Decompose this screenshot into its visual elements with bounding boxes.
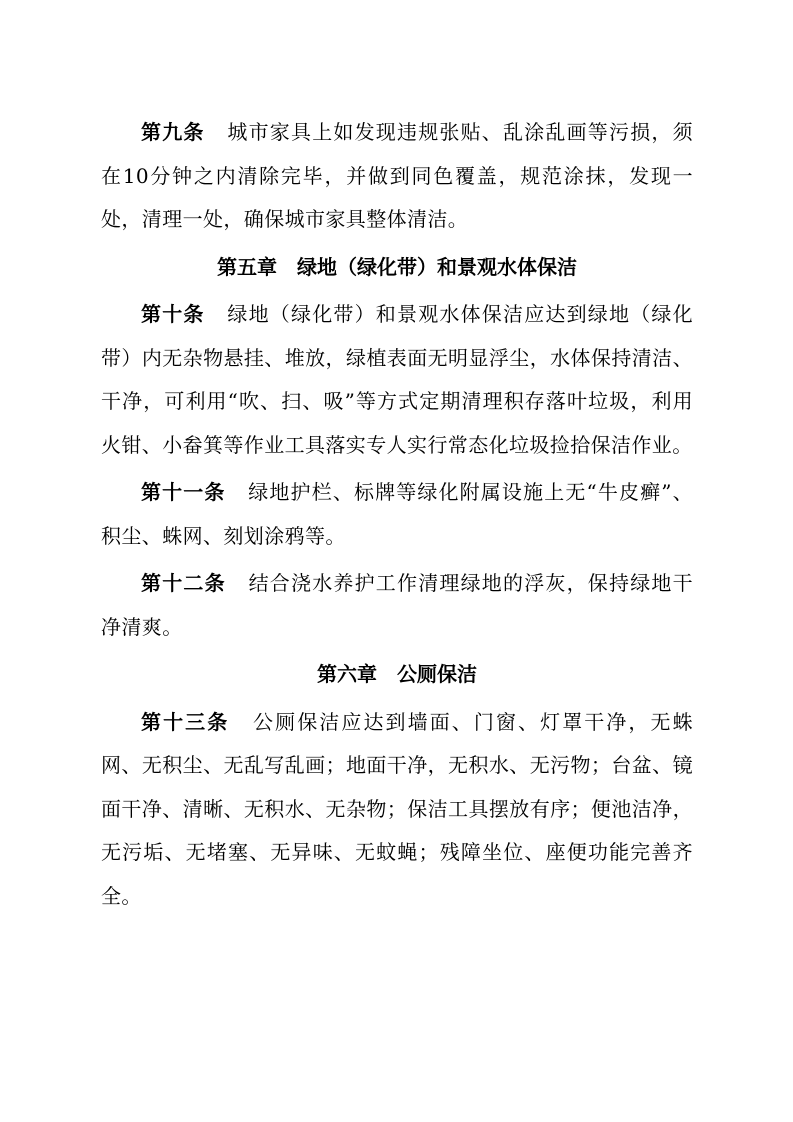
- article-label: 第十二条: [141, 571, 226, 595]
- article-text: 城市家具上如发现违规张贴、乱涂乱画等污损，须在10分钟之内清除完毕，并做到同色覆盖，规范涂抹，发现一处，清理一处，确保城市家具整体清洁。: [101, 120, 693, 231]
- article-9: [101, 111, 693, 242]
- article-label: 第十一条: [141, 480, 226, 504]
- article-13: [101, 701, 693, 919]
- chapter-heading: 第五章 绿地（绿化带）和景观水体保洁: [217, 254, 577, 279]
- article-text: 绿地护栏、标牌等绿化附属设施上无“牛皮癣”、积尘、蛛网、刻划涂鸦等。: [101, 480, 693, 548]
- article-text: 结合浇水养护工作清理绿地的浮灰，保持绿地干净清爽。: [101, 571, 693, 639]
- article-text: 公厕保洁应达到墙面、门窗、灯罩干净，无蛛网、无积尘、无乱写乱画；地面干净，无积水、无污物；台盆、镜面干净、清晰、无积水、无杂物；保洁工具摆放有序；便池洁净，无污垢、无堵塞、无异味、无蚊蝇；残障坐位、座便功能完善齐全。: [101, 709, 694, 908]
- article-10: [101, 293, 693, 467]
- document-body: [101, 111, 693, 918]
- article-label: 第十条: [141, 302, 205, 326]
- chapter-heading: 第六章 公厕保洁: [317, 662, 477, 686]
- article-label: 第十三条: [141, 709, 230, 734]
- article-12: [101, 562, 693, 649]
- article-label: 第九条: [141, 120, 205, 144]
- article-11: [101, 471, 693, 558]
- article-text: 绿地（绿化带）和景观水体保洁应达到绿地（绿化带）内无杂物悬挂、堆放，绿植表面无明显浮尘，水体保持清洁、干净，可利用“吹、扫、吸”等方式定期清理积存落叶垃圾，利用火钳、小畚箕等作业工具落实专人实行常态化垃圾捡拾保洁作业。: [101, 302, 693, 457]
